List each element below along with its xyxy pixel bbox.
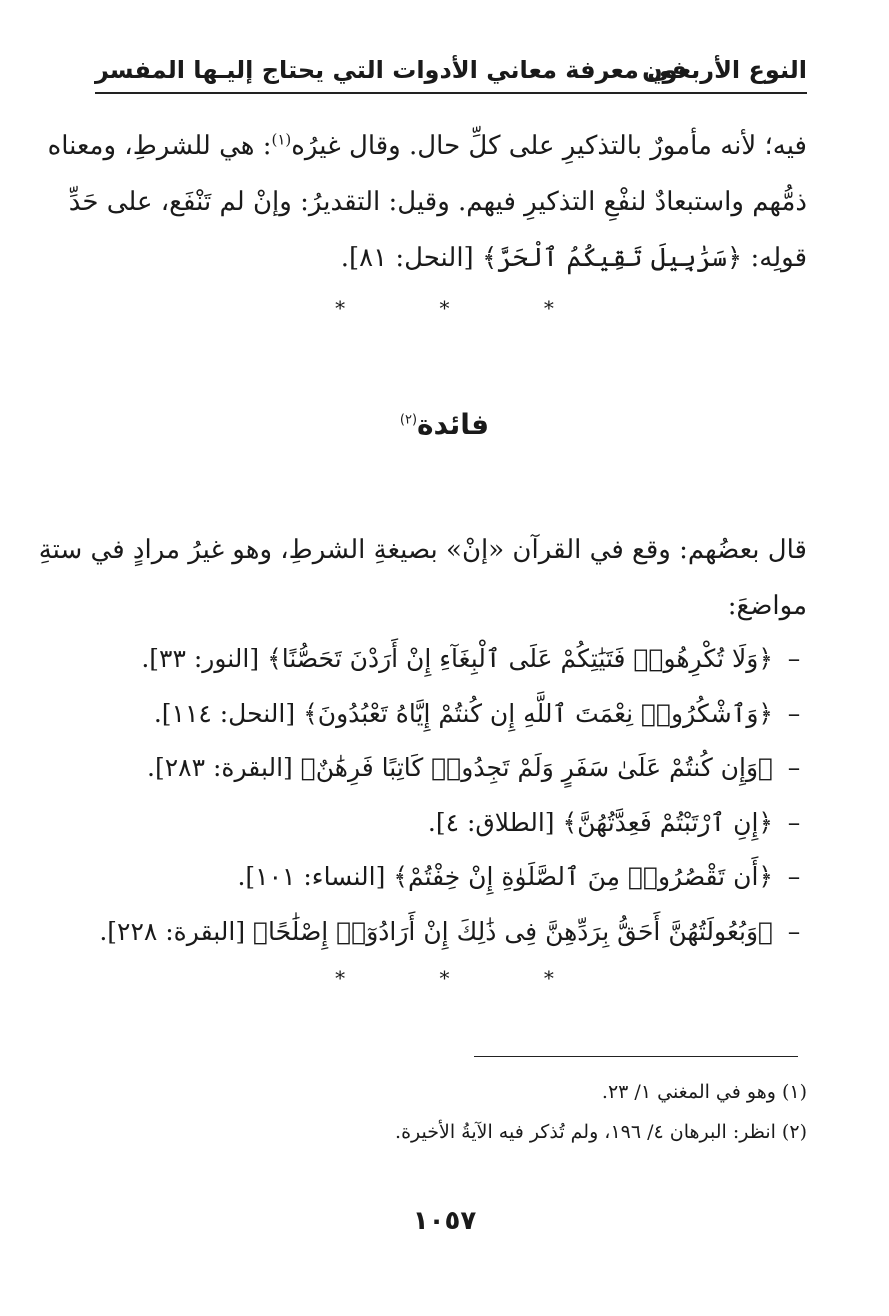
footnote-2: (٢) انظر: البرهان ٤/ ١٩٦، ولم تُذكر فيه الآيةُ الأخيرة. [395, 1121, 807, 1143]
section-paragraph [38, 522, 807, 634]
intro-line-1: فيه؛ لأنه مأمورٌ بالتذكيرِ على كلِّ حال. وقال غيرُه$^{(١)}$: هي للشرطِ، ومعناه [47, 130, 807, 161]
quran-verse: ﴿سَرَٰبِيلَ تَقِيكُمُ ٱلْحَرَّ﴾ [481, 243, 743, 273]
list-item: – ﴿وَإِن كُنتُمْ عَلَىٰ سَفَرٍ وَلَمْ تَجِدُوا۟ كَاتِبًا فَرِهَٰنٌ﴾ [البقرة: ٢٨٣]. [147, 753, 801, 782]
section-separator: * * * [335, 296, 598, 320]
list-item: – ﴿وَلَا تُكْرِهُوا۟ فَتَيَٰتِكُمْ عَلَى ٱلْبِغَآءِ إِنْ أَرَدْنَ تَحَصُّنًا﴾ [النور: ٣٣]. [141, 644, 801, 673]
footnote-ref-2: (٢) [399, 412, 418, 428]
quran-verse: ﴿وَلَا تُكْرِهُوا۟ فَتَيَٰتِكُمْ عَلَى ٱلْبِغَآءِ إِنْ أَرَدْنَ تَحَصُّنًا﴾ [267, 644, 774, 673]
section-line-1: قال بعضُهم: وقع في القرآن «إنْ» بصيغةِ الشرطِ، وهو غيرُ مرادٍ في ستةِ [38, 535, 807, 565]
list-item: – ﴿أَن تَقْصُرُوا۟ مِنَ ٱلصَّلَوٰةِ إِنْ خِفْتُمْ﴾ [النساء: ١٠١]. [237, 862, 801, 891]
quran-verse: ﴿أَن تَقْصُرُوا۟ مِنَ ٱلصَّلَوٰةِ إِنْ خِفْتُمْ﴾ [393, 862, 774, 891]
list-item: – ﴿وَٱشْكُرُوا۟ نِعْمَتَ ٱللَّهِ إِن كُنتُمْ إِيَّاهُ تَعْبُدُونَ﴾ [النحل: ١١٤]. [153, 698, 801, 728]
intro-paragraph [47, 118, 807, 286]
section-separator: * * * [335, 966, 598, 990]
intro-line-2: ذمُّهم واستبعادٌ لنفْعِ التذكيرِ فيهم. وقيل: التقديرُ: وإنْ لم تَنْفَع، على حَدِّ [68, 187, 807, 217]
list-item: – ﴿وَبُعُولَتُهُنَّ أَحَقُّ بِرَدِّهِنَّ فِى ذَٰلِكَ إِنْ أَرَادُوٓا۟ إِصْلَٰحًا﴾ [البقرة: ٢٢٨]. [99, 916, 801, 946]
intro-line-3: قولِه: ﴿سَرَٰبِيلَ تَقِيكُمُ ٱلْحَرَّ﴾ [النحل: ٨١]. [340, 243, 807, 273]
verse-reference: [النحل: ١١٤]. [153, 698, 296, 728]
verse-reference: [النور: ٣٣]. [141, 644, 260, 673]
chapter-subtitle: في معرفة معاني الأدوات التي يحتاج إليـها المفسر [95, 56, 688, 84]
verse-reference: [الطلاق: ٤]. [427, 807, 555, 837]
chapter-title: النوع الأربعون [642, 56, 807, 84]
quran-verse: ﴿وَإِن كُنتُمْ عَلَىٰ سَفَرٍ وَلَمْ تَجِدُوا۟ كَاتِبًا فَرِهَٰنٌ﴾ [300, 753, 774, 782]
quran-verse: ﴿وَٱشْكُرُوا۟ نِعْمَتَ ٱللَّهِ إِن كُنتُمْ إِيَّاهُ تَعْبُدُونَ﴾ [303, 698, 774, 728]
page-number: ١٠٥٧ [412, 1206, 477, 1236]
verse-reference: [البقرة: ٢٢٨]. [99, 916, 246, 946]
footnote-divider [474, 1056, 798, 1057]
verse-reference: [النحل: ٨١]. [340, 243, 474, 273]
running-header [95, 52, 807, 94]
list-item: – ﴿إِنِ ٱرْتَبْتُمْ فَعِدَّتُهُنَّ﴾ [الطلاق: ٤]. [427, 807, 801, 837]
footnote-1: (١) وهو في المغني ١/ ٢٣. [601, 1081, 807, 1103]
section-line-2: مواضعَ: [727, 591, 807, 621]
verse-reference: [النساء: ١٠١]. [237, 862, 386, 891]
footnotes [95, 1072, 807, 1152]
footnote-ref-1: (١) [271, 130, 292, 149]
section-heading: فائدة$^{(٢)}$ [399, 408, 490, 441]
verse-list [95, 632, 807, 959]
quran-verse: ﴿وَبُعُولَتُهُنَّ أَحَقُّ بِرَدِّهِنَّ فِى ذَٰلِكَ إِنْ أَرَادُوٓا۟ إِصْلَٰحًا﴾ [253, 916, 774, 946]
quran-verse: ﴿إِنِ ٱرْتَبْتُمْ فَعِدَّتُهُنَّ﴾ [562, 807, 774, 837]
verse-reference: [البقرة: ٢٨٣]. [147, 753, 293, 782]
